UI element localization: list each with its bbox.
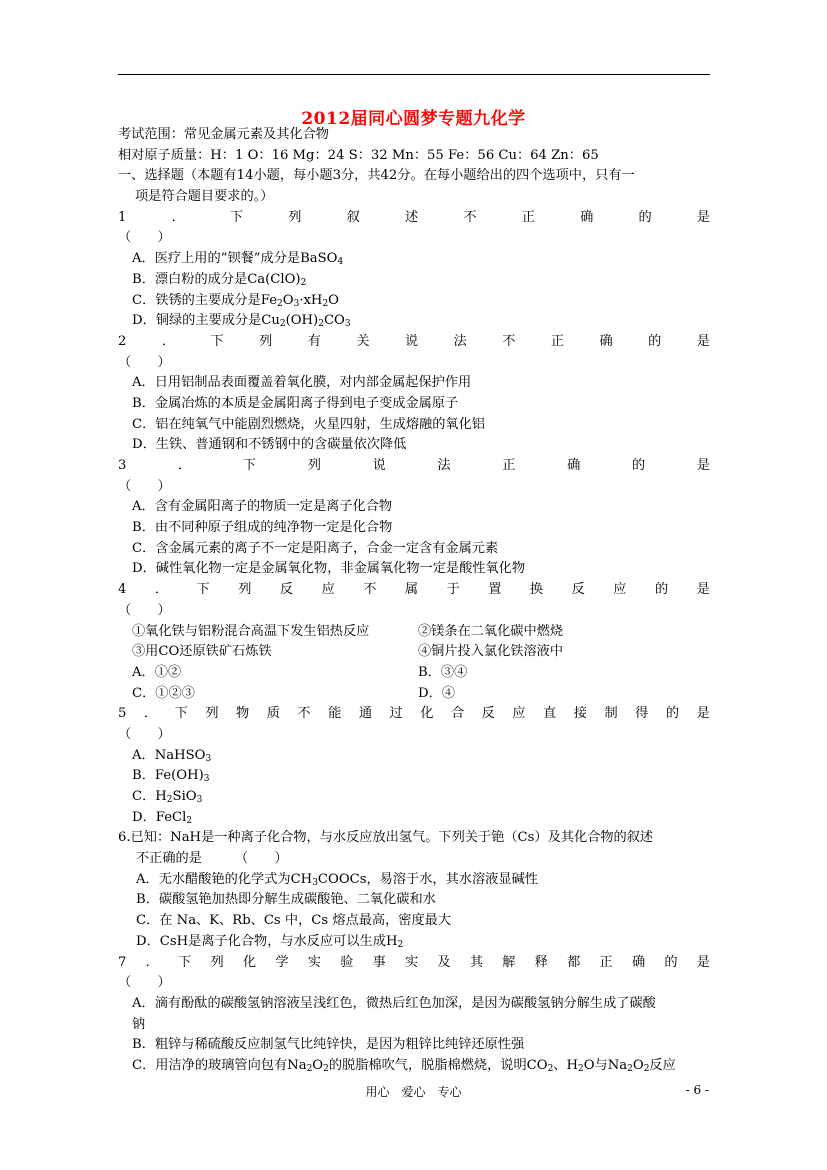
stem-char: 1 [118, 209, 127, 225]
question-5-stem [118, 704, 710, 725]
stem-char: ． [145, 954, 159, 970]
stem-char: 是 [696, 706, 710, 722]
q1-option-b: B．漂白粉的成分是$Ca(ClO)_2$ [132, 271, 307, 288]
stem-char: 的 [631, 458, 646, 473]
section-heading-2: 项是符合题目要求的。） [135, 189, 274, 205]
q1-option-a: A．医疗上用的“钡餐”成分是BaSO$_4$ [132, 251, 344, 268]
q4-options-row-2: C．①②③ D．④ [132, 685, 455, 701]
q7-option-c: C．用洁净的玻璃管向包有$Na_2O_2$的脱脂棉吹气，脱脂棉燃烧，说明$CO_2$、$H_2O$与$Na_2O_2$反应 [132, 1057, 676, 1074]
stem-char: ． [161, 333, 176, 349]
question-7-stem [118, 953, 710, 974]
q3-option-c: C．含金属元素的离子不一定是阳离子，合金一定含有金属元素 [132, 540, 499, 556]
stem-char: 列 [210, 954, 224, 970]
stem-char: 叙 [346, 209, 360, 225]
stem-char: 合 [450, 706, 465, 722]
stem-char: 下 [174, 706, 188, 722]
q4-options-row-1: A．①② B．③④ [132, 664, 468, 680]
stem-char: 正 [550, 333, 565, 349]
atomic-mass-line: 相对原子质量：H：1 O：16 Mg：24 S：32 Mn：55 Fe：56 Cu：64 Zn：65 [118, 147, 599, 163]
stem-char: 化 [420, 706, 434, 722]
formula: BaSO [300, 251, 338, 267]
question-1-stem [118, 208, 710, 229]
stem-char: 2 [118, 333, 127, 349]
stem-char: 反 [481, 706, 495, 722]
stem-char: 是 [696, 209, 710, 225]
q7-option-a: A．滴有酚酞的碳酸氢钠溶液呈浅红色，微热后红色加深，是因为碳酸氢钠分解生成了碳酸 [132, 995, 656, 1011]
stem-char: 下 [242, 458, 257, 473]
question-6-stem-cont: 不正确的是 （ ） [136, 851, 288, 867]
stem-char: 通 [358, 706, 373, 722]
stem-char: 列 [288, 209, 302, 225]
stem-char: 置 [488, 582, 502, 598]
stem-char: 列 [307, 458, 321, 473]
q4-items-row-2: ③用CO还原铁矿石炼铁 ④铜片投入氯化铁溶液中 [132, 644, 564, 660]
q5-option-d: D．FeCl$_2$ [132, 809, 193, 826]
stem-char: 的 [664, 954, 678, 970]
question-5-paren: （ ） [118, 726, 171, 742]
stem-char: 能 [328, 706, 342, 722]
stem-char: 下 [229, 209, 244, 225]
stem-char: ． [154, 582, 169, 598]
stem-char: 下 [178, 954, 192, 970]
stem-char: 应 [512, 706, 526, 722]
stem-char: 反 [279, 582, 294, 598]
q7-option-a-cont: 钠 [132, 1016, 146, 1032]
stem-char: 反 [571, 582, 585, 598]
stem-char: 实 [307, 954, 321, 970]
question-3-paren: （ ） [118, 478, 171, 494]
q6-option-c: C．在 Na、K、Rb、Cs 中，Cs 熔点最高，密度最大 [136, 913, 452, 929]
stem-char: 确 [599, 333, 613, 349]
stem-char: 确 [567, 458, 581, 473]
stem-char: 应 [321, 582, 335, 598]
stem-char: 是 [696, 458, 710, 473]
exam-scope: 考试范围：常见金属元素及其化合物 [118, 127, 329, 142]
stem-char: ． [178, 458, 192, 473]
stem-char: 确 [580, 209, 594, 225]
stem-char: 不 [463, 209, 477, 225]
q2-option-b: B．金属冶炼的本质是金属阳离子得到电子变成金属原子 [132, 395, 459, 411]
q6-option-d: D．CsH是离子化合物，与水反应可以生成$H_2$ [136, 933, 404, 950]
question-7-paren: （ ） [118, 975, 171, 991]
stem-char: 制 [604, 706, 618, 722]
stem-char: 正 [502, 458, 516, 473]
stem-char: 及 [437, 954, 451, 970]
stem-char: 5 [118, 706, 127, 722]
stem-char: 下 [210, 333, 224, 349]
page-number: - 6 - [685, 1083, 709, 1097]
stem-char: 4 [118, 582, 127, 598]
q5-option-c: C．$H_2SiO_3$ [132, 789, 203, 805]
stem-char: 法 [453, 333, 467, 349]
q3-option-d: D．碱性氧化物一定是金属氧化物，非金属氧化物一定是酸性氧化物 [132, 561, 526, 577]
q1-option-c: C．铁锈的主要成分是$Fe_2O_3\cdot xH_2O$ [132, 292, 339, 309]
question-3-stem [118, 456, 710, 477]
stem-char: 不 [297, 706, 311, 722]
stem-char: 有 [307, 333, 321, 349]
stem-char: ． [143, 706, 158, 722]
q5-option-b: B．$Fe(OH)_3$ [132, 768, 210, 785]
q3-option-b: B．由不同种原子组成的纯净物一定是化合物 [132, 520, 393, 536]
stem-char: 应 [613, 582, 627, 598]
q2-option-c: C．铝在纯氧气中能剧烈燃烧，火星四射，生成熔融的氧化铝 [132, 416, 485, 432]
stem-char: 都 [567, 954, 581, 970]
stem-char: 说 [372, 458, 386, 473]
question-2-paren: （ ） [118, 354, 171, 370]
q2-option-d: D．生铁、普通钢和不锈钢中的含碳量依次降低 [132, 437, 407, 453]
header-rule [118, 74, 710, 75]
stem-char: 法 [437, 458, 451, 473]
stem-char: 物 [236, 706, 250, 722]
stem-char: 正 [521, 209, 535, 225]
stem-char: 说 [404, 333, 419, 349]
question-6-stem: 6.已知：NaH是一种离子化合物，与水反应放出氢气。下列关于铯（Cs）及其化合物的叙述 [118, 830, 654, 846]
page-title: 2012届同心圆梦专题九化学 [301, 109, 526, 129]
stem-char: 实 [405, 954, 419, 970]
stem-char: 的 [665, 706, 680, 722]
stem-char: 质 [266, 706, 280, 722]
q3-option-a: A．含有金属阳离子的物质一定是离子化合物 [132, 499, 393, 515]
stem-char: 事 [372, 954, 386, 970]
q2-option-a: A．日用铝制品表面覆盖着氧化膜，对内部金属起保护作用 [132, 375, 472, 391]
stem-char: 正 [599, 954, 613, 970]
stem-char: 是 [696, 954, 710, 970]
stem-char: 是 [696, 582, 710, 598]
stem-char: 3 [118, 458, 127, 473]
q4-items-row-1: ①氧化铁与铝粉混合高温下发生铝热反应 ②镁条在二氧化碳中燃烧 [132, 623, 564, 639]
stem-char: 下 [196, 582, 210, 598]
stem-char: 的 [648, 333, 662, 349]
section-heading-1: 一、选择题（本题有14小题，每小题3分，共42分。在每小题给出的四个选项中，只有一 [118, 168, 635, 184]
stem-char: 是 [696, 333, 710, 349]
document-body [118, 125, 710, 1077]
stem-char: 学 [275, 954, 289, 970]
stem-char: 述 [405, 209, 419, 225]
stem-char: 的 [638, 209, 652, 225]
q7-option-b: B．粗锌与稀硫酸反应制氢气比纯锌快，是因为粗锌比纯锌还原性强 [132, 1037, 525, 1053]
question-4-stem [118, 580, 710, 601]
stem-char: 列 [238, 582, 252, 598]
stem-char: 过 [389, 706, 403, 722]
q6-option-b: B．碳酸氢铯加热即分解生成碳酸铯、二氧化碳和水 [136, 892, 436, 908]
stem-char: 于 [446, 582, 460, 598]
stem-char: 不 [502, 333, 516, 349]
stem-char: 的 [654, 582, 669, 598]
stem-char: 直 [543, 706, 557, 722]
question-1-paren: （ ） [118, 230, 171, 246]
footer-motto: 用心 爱心 专心 [365, 1085, 462, 1099]
stem-char: 化 [242, 954, 257, 970]
stem-char: 接 [573, 706, 587, 722]
q5-option-a: A．NaHSO$_3$ [132, 747, 212, 764]
question-4-paren: （ ） [118, 602, 171, 618]
stem-char: 关 [356, 333, 370, 349]
stem-char: 7 [118, 954, 127, 970]
stem-char: 确 [631, 954, 646, 970]
stem-char: ． [171, 209, 185, 225]
stem-char: 解 [502, 954, 516, 970]
stem-char: 列 [259, 333, 273, 349]
stem-char: 不 [363, 582, 377, 598]
q6-option-a: A．无水醋酸铯的化学式为$CH_3COOCs$，易溶于水，其水溶液显碱性 [136, 871, 538, 888]
formula: Ca(ClO) [247, 271, 301, 287]
stem-char: 释 [534, 954, 548, 970]
q1-option-d: D．铜绿的主要成分是$Cu_2(OH)_2CO_3$ [132, 313, 351, 330]
question-2-stem [118, 332, 710, 353]
stem-char: 其 [469, 954, 484, 970]
stem-char: 得 [635, 706, 649, 722]
stem-char: 列 [205, 706, 219, 722]
stem-char: 验 [340, 954, 354, 970]
stem-char: 换 [529, 582, 544, 598]
stem-char: 属 [404, 582, 419, 598]
